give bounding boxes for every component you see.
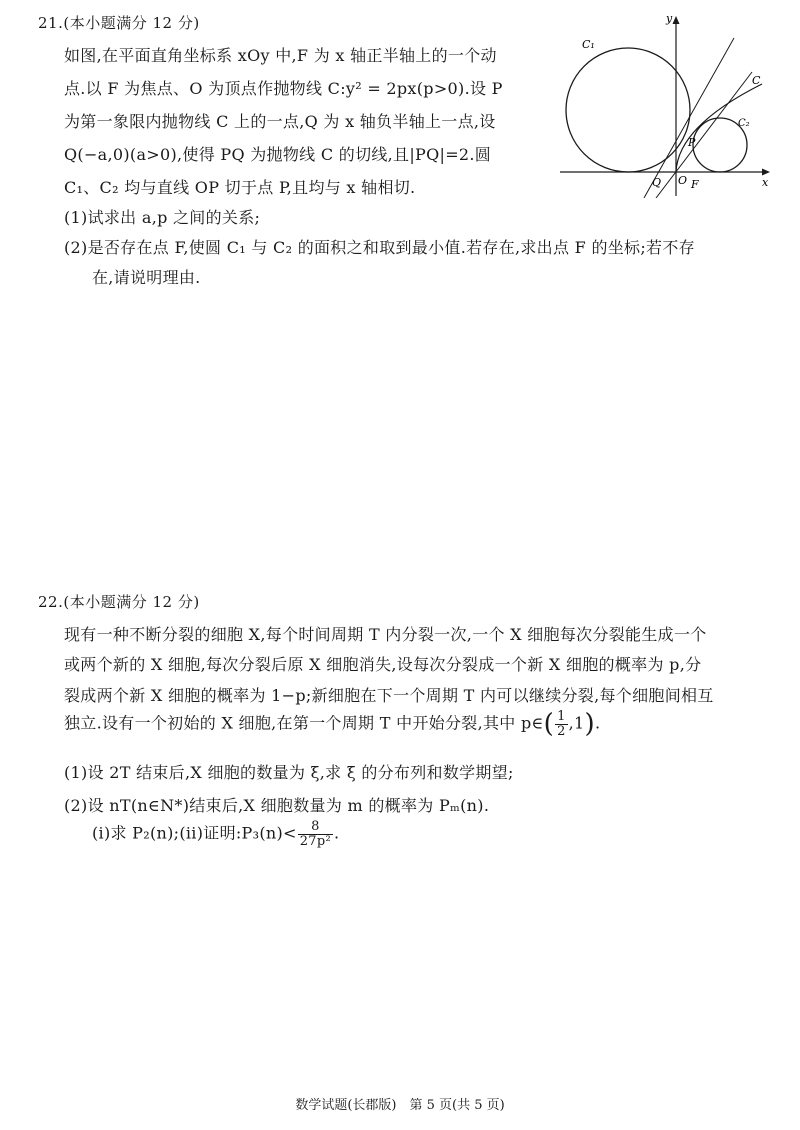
label-p: P (688, 136, 696, 149)
label-q: Q (652, 176, 662, 189)
q22-header: 22.(本小题满分 12 分) (38, 593, 200, 611)
q21-part-2-line-2: 在,请说明理由. (92, 268, 201, 287)
label-f: F (691, 178, 699, 191)
label-x: x (762, 176, 769, 189)
circle-c1 (566, 48, 690, 172)
q22-line-4-text: 独立.设有一个初始的 X 细胞,在第一个周期 T 中开始分裂,其中 p∈ (64, 713, 544, 733)
q21-line-3: 为第一象限内抛物线 C 上的一点,Q 为 x 轴负半轴上一点,设 (64, 112, 496, 131)
label-c1: C₁ (582, 38, 595, 51)
q21-figure (556, 8, 788, 198)
y-axis-arrow (673, 16, 680, 24)
q22-sub-parts: (i)求 P₂(n);(ii)证明:P₃(n)< $\frac{8}{\text{27p²}}$ . (92, 819, 340, 849)
q21-part-2-line-1: (2)是否存在点 F,使圆 C₁ 与 C₂ 的面积之和取到最小值.若存在,求出点 F 的坐标;若不存 (64, 238, 695, 257)
q22-line-2: 或两个新的 X 细胞,每次分裂后原 X 细胞消失,设每次分裂成一个新 X 细胞的概率为 p,分 (64, 655, 702, 674)
q21-part-1: (1)试求出 a,p 之间的关系; (64, 208, 261, 227)
x-axis-arrow (762, 169, 770, 176)
q22-sub-text: (i)求 P₂(n);(ii)证明:P₃(n)< (92, 823, 297, 843)
fraction-one-half: $\frac{1}{2}$ (557, 709, 566, 739)
page-footer: 数学试题(长郡版) 第 5 页(共 5 页) (295, 1098, 505, 1113)
q21-line-5: C₁、C₂ 均与直线 OP 切于点 P,且均与 x 轴相切. (64, 178, 416, 197)
q21-line-4: Q(−a,0)(a>0),使得 PQ 为抛物线 C 的切线,且|PQ|=2.圆 (64, 145, 492, 164)
q21-line-1: 如图,在平面直角坐标系 xOy 中,F 为 x 轴正半轴上的一个动 (64, 46, 497, 65)
q21-line-2: 点.以 F 为焦点、O 为顶点作抛物线 C:y² = 2px(p>0).设 P (64, 79, 503, 98)
q21-header: 21.(本小题满分 12 分) (38, 14, 200, 32)
label-c2: C₂ (738, 118, 750, 129)
q22-part-2: (2)设 nT(n∈N*)结束后,X 细胞数量为 m 的概率为 Pₘ(n). (64, 796, 490, 815)
label-y: y (666, 12, 673, 25)
fraction-8-over-27p2: $\frac{8}{\text{27p²}}$ (299, 819, 332, 849)
q22-line-1: 现有一种不断分裂的细胞 X,每个时间周期 T 内分裂一次,一个 X 细胞每次分裂能生成一个 (64, 625, 707, 644)
q22-line-4: 独立.设有一个初始的 X 细胞,在第一个周期 T 中开始分裂,其中 p∈( $\frac{1}{2}$ ,1). (64, 709, 601, 740)
q22-part-1: (1)设 2T 结束后,X 细胞的数量为 ξ,求 ξ 的分布列和数学期望; (64, 763, 514, 782)
q22-line-3: 裂成两个新 X 细胞的概率为 1−p;新细胞在下一个周期 T 内可以继续分裂,每个细胞间相互 (64, 686, 714, 705)
label-c: C (752, 74, 761, 87)
label-o: O (678, 174, 688, 187)
